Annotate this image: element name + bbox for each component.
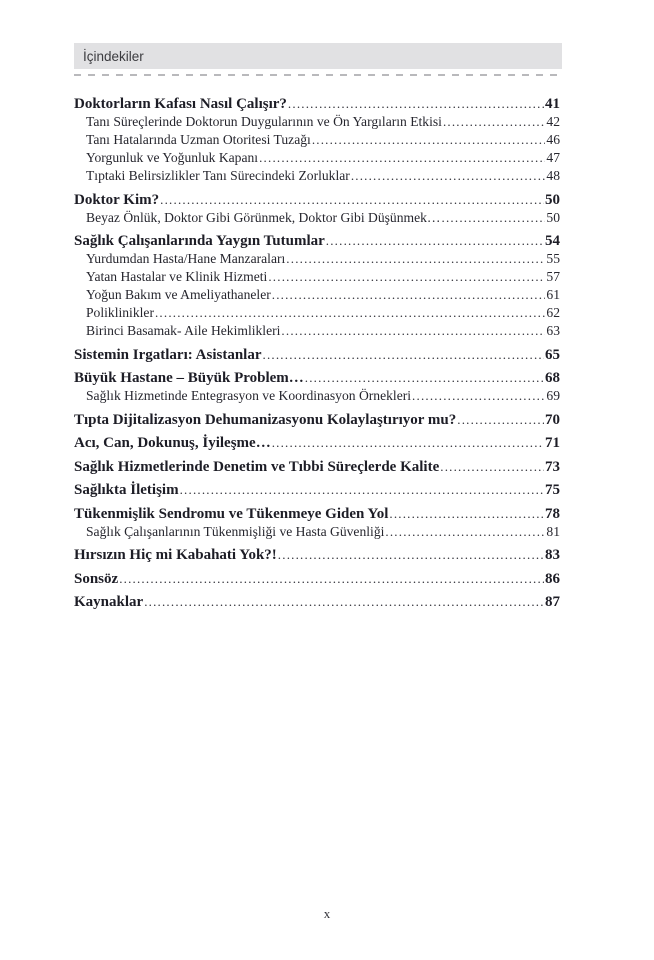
toc-entry-label: Tıpta Dijitalizasyon Dehumanizasyonu Kolaylaştırıyor mu? (74, 411, 457, 428)
toc-entry-page-number: 73 (545, 458, 560, 475)
toc-entry-label: Sağlık Çalışanlarının Tükenmişliği ve Hasta Güvenliği (86, 523, 385, 539)
toc-entry-label: Tükenmişlik Sendromu ve Tükenmeye Giden Yol (74, 505, 389, 522)
toc-entry-page-number: 70 (545, 411, 560, 428)
toc-dot-leader (312, 131, 546, 149)
toc-entry-page-number: 57 (546, 269, 560, 284)
toc-dot-leader (443, 113, 545, 131)
toc-entry[interactable] (74, 149, 560, 167)
toc-entry-label: Beyaz Önlük, Doktor Gibi Görünmek, Doktor Gibi Düşünmek… (86, 209, 441, 225)
toc-list (74, 95, 560, 611)
toc-entry[interactable] (74, 570, 560, 588)
toc-dot-leader (278, 546, 544, 564)
toc-dot-leader (288, 95, 544, 113)
toc-dot-leader (457, 411, 544, 429)
toc-entry-label: Sağlık Hizmetinde Entegrasyon ve Koordinasyon Örnekleri (86, 388, 412, 403)
toc-entry[interactable] (74, 268, 560, 286)
toc-dot-leader (351, 167, 546, 185)
toc-entry-label: Yatan Hastalar ve Klinik Hizmeti (86, 269, 268, 284)
dashed-divider (74, 74, 562, 76)
toc-entry-label: Birinci Basamak- Aile Hekimlikleri (86, 323, 281, 338)
toc-entry-label: Sağlık Çalışanlarında Yaygın Tutumlar (74, 233, 325, 249)
toc-entry[interactable] (74, 250, 560, 268)
toc-entry-page-number: 48 (546, 168, 560, 183)
toc-dot-leader (412, 387, 545, 405)
toc-entry-label: Sağlıkta İletişim (74, 482, 179, 498)
toc-dot-leader (180, 481, 544, 499)
toc-entry[interactable] (74, 304, 560, 322)
toc-entry-label: Poliklinikler (86, 305, 154, 320)
toc-entry-page-number: 83 (545, 547, 560, 563)
toc-entry[interactable] (74, 322, 560, 340)
toc-entry[interactable] (74, 411, 560, 429)
toc-dot-leader (272, 286, 546, 304)
toc-entry-page-number: 62 (546, 305, 560, 320)
toc-entry[interactable] (74, 369, 560, 387)
toc-entry-label: Tanı Hatalarında Uzman Otoritesi Tuzağı (86, 132, 311, 147)
toc-entry[interactable] (74, 286, 560, 304)
toc-dot-leader (160, 191, 544, 209)
page-number: x (323, 906, 331, 921)
toc-entry[interactable] (74, 505, 560, 523)
toc-entry-page-number: 42 (546, 114, 560, 129)
page-header-title: İçindekiler (83, 48, 144, 64)
page-header-bar (74, 43, 562, 69)
toc-dot-leader (326, 232, 544, 250)
toc-entry-page-number: 54 (545, 233, 560, 249)
toc-dot-leader (263, 346, 545, 364)
toc-dot-leader (119, 570, 544, 588)
toc-entry-label: Kaynaklar (74, 594, 144, 610)
toc-entry[interactable] (74, 523, 560, 541)
toc-entry[interactable] (74, 191, 560, 209)
toc-entry[interactable] (74, 481, 560, 499)
toc-dot-leader (155, 304, 545, 322)
toc-entry-page-number: 61 (546, 287, 560, 302)
toc-entry-label: Hırsızın Hiç mi Kabahati Yok?! (74, 547, 277, 563)
toc-entry-page-number: 41 (545, 96, 560, 112)
toc-entry-page-number: 75 (545, 482, 560, 498)
toc-entry[interactable] (74, 113, 560, 131)
toc-entry-page-number: 78 (545, 505, 560, 522)
toc-dot-leader (440, 458, 544, 476)
toc-entry-page-number: 81 (546, 523, 560, 539)
toc-entry[interactable] (74, 131, 560, 149)
toc-entry-label: Büyük Hastane – Büyük Problem… (74, 370, 304, 386)
toc-dot-leader (281, 322, 545, 340)
toc-entry-page-number: 87 (545, 594, 560, 610)
toc-entry-page-number: 65 (545, 346, 560, 363)
toc-entry[interactable] (74, 232, 560, 250)
toc-entry-page-number: 86 (545, 570, 560, 587)
toc-entry[interactable] (74, 458, 560, 476)
toc-entry[interactable] (74, 593, 560, 611)
toc-entry-page-number: 50 (546, 209, 560, 225)
toc-entry-page-number: 55 (546, 251, 560, 266)
toc-entry-page-number: 69 (546, 388, 560, 403)
toc-entry[interactable] (74, 546, 560, 564)
toc-entry-page-number: 47 (546, 150, 560, 165)
toc-dot-leader (385, 523, 545, 541)
toc-dot-leader (259, 149, 545, 167)
toc-entry-label: Yoğun Bakım ve Ameliyathaneler (86, 287, 271, 302)
toc-dot-leader (389, 505, 544, 523)
toc-entry[interactable] (74, 95, 560, 113)
toc-entry-label: Acı, Can, Dokunuş, İyileşme… (74, 435, 271, 451)
toc-entry-page-number: 71 (545, 435, 560, 451)
toc-entry-page-number: 63 (546, 323, 560, 338)
toc-dot-leader (442, 209, 546, 227)
toc-dot-leader (272, 434, 544, 452)
toc-entry[interactable] (74, 167, 560, 185)
page-footer (0, 905, 654, 923)
toc-dot-leader (305, 369, 544, 387)
toc-entry-label: Doktorların Kafası Nasıl Çalışır? (74, 96, 287, 112)
toc-entry-page-number: 68 (545, 370, 560, 386)
toc-entry[interactable] (74, 387, 560, 405)
toc-dot-leader (144, 593, 544, 611)
toc-entry-page-number: 46 (546, 132, 560, 147)
toc-entry[interactable] (74, 434, 560, 452)
toc-dot-leader (286, 250, 545, 268)
toc-entry[interactable] (74, 346, 560, 364)
toc-entry-page-number: 50 (545, 191, 560, 208)
toc-dot-leader (268, 268, 545, 286)
toc-entry-label: Sistemin Irgatları: Asistanlar (74, 346, 262, 363)
toc-entry-label: Sonsöz (74, 570, 119, 587)
toc-entry-label: Yorgunluk ve Yoğunluk Kapanı (86, 150, 259, 165)
toc-entry-label: Tanı Süreçlerinde Doktorun Duygularının ve Ön Yargıların Etkisi (86, 114, 442, 129)
toc-entry-label: Yurdumdan Hasta/Hane Manzaraları (86, 251, 286, 266)
toc-entry-label: Doktor Kim? (74, 191, 160, 208)
toc-entry-label: Tıptaki Belirsizlikler Tanı Sürecindeki Zorluklar (86, 168, 350, 183)
toc-entry-label: Sağlık Hizmetlerinde Denetim ve Tıbbi Süreçlerde Kalite (74, 458, 440, 475)
toc-entry[interactable] (74, 209, 560, 227)
